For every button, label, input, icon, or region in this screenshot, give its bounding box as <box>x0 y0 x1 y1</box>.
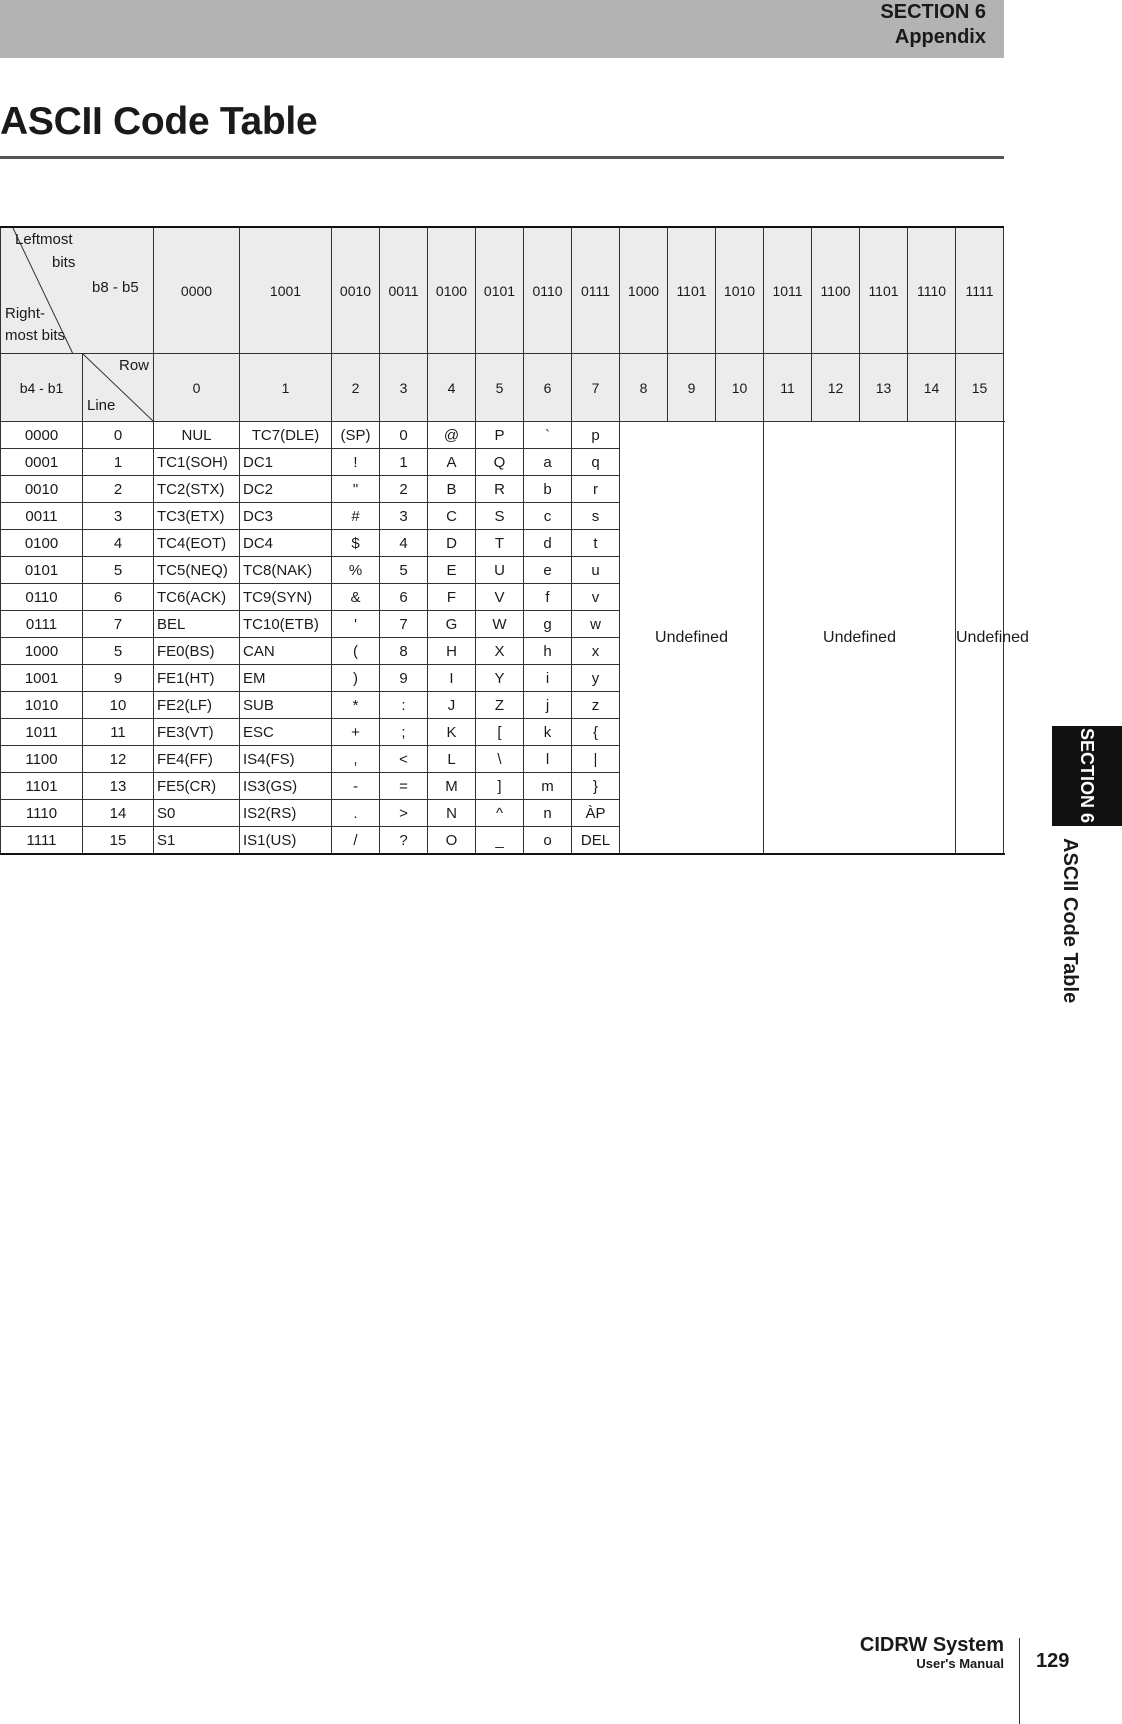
cell-c2: + <box>332 719 380 746</box>
cell-c1: SUB <box>240 692 332 719</box>
col-bits-8: 1000 <box>620 227 668 354</box>
col-row-11: 11 <box>764 354 812 422</box>
cell-c6: g <box>524 611 572 638</box>
cell-bits: 1111 <box>1 827 83 855</box>
cell-c5: _ <box>476 827 524 855</box>
ascii-code-table <box>0 226 1029 855</box>
cell-c6: j <box>524 692 572 719</box>
cell-line: 13 <box>83 773 154 800</box>
cell-c1: IS4(FS) <box>240 746 332 773</box>
section-label: SECTION 6 <box>880 1 986 23</box>
cell-c0: TC3(ETX) <box>154 503 240 530</box>
section-header-band <box>0 0 1004 58</box>
cell-c3: 2 <box>380 476 428 503</box>
cell-line: 5 <box>83 557 154 584</box>
cell-c3: 6 <box>380 584 428 611</box>
col-bits-15: 1111 <box>956 227 1004 354</box>
col-row-4: 4 <box>428 354 476 422</box>
cell-c3: 5 <box>380 557 428 584</box>
leftmost-rightmost-diagonal-cell <box>1 227 154 354</box>
cell-line: 2 <box>83 476 154 503</box>
cell-c2: # <box>332 503 380 530</box>
cell-c7: t <box>572 530 620 557</box>
cell-c0: TC5(NEQ) <box>154 557 240 584</box>
section-side-tab <box>1052 726 1122 826</box>
cell-c2: " <box>332 476 380 503</box>
col-bits-9: 1101 <box>668 227 716 354</box>
cell-c7: p <box>572 422 620 449</box>
cell-c1: DC4 <box>240 530 332 557</box>
cell-c0: FE5(CR) <box>154 773 240 800</box>
cell-c5: \ <box>476 746 524 773</box>
cell-c4: G <box>428 611 476 638</box>
cell-bits: 0111 <box>1 611 83 638</box>
col-bits-0: 0000 <box>154 227 240 354</box>
cell-c4: M <box>428 773 476 800</box>
cell-c1: IS1(US) <box>240 827 332 855</box>
cell-bits: 1000 <box>1 638 83 665</box>
cell-c4: D <box>428 530 476 557</box>
cell-line: 12 <box>83 746 154 773</box>
col-bits-1: 1001 <box>240 227 332 354</box>
cell-c1: DC3 <box>240 503 332 530</box>
cell-c3: ? <box>380 827 428 855</box>
cell-c1: IS2(RS) <box>240 800 332 827</box>
cell-line: 0 <box>83 422 154 449</box>
undefined-block-3: Undefined <box>956 422 1004 855</box>
cell-c5: Z <box>476 692 524 719</box>
cell-line: 1 <box>83 449 154 476</box>
cell-c2: - <box>332 773 380 800</box>
cell-c6: c <box>524 503 572 530</box>
footer-divider <box>1019 1638 1020 1724</box>
line-label: Line <box>87 397 116 414</box>
cell-c7: r <box>572 476 620 503</box>
col-bits-4: 0100 <box>428 227 476 354</box>
cell-c2: ) <box>332 665 380 692</box>
undefined-block-2: Undefined <box>764 422 956 855</box>
footer-manual: User's Manual <box>916 1656 1004 1671</box>
cell-c4: H <box>428 638 476 665</box>
rightmost-label-2: most bits <box>5 327 66 344</box>
col-row-13: 13 <box>860 354 908 422</box>
col-bits-13: 1101 <box>860 227 908 354</box>
cell-line: 3 <box>83 503 154 530</box>
ascii-table-body <box>1 422 1029 855</box>
cell-c2: % <box>332 557 380 584</box>
cell-bits: 1101 <box>1 773 83 800</box>
cell-c2: ( <box>332 638 380 665</box>
cell-c5: W <box>476 611 524 638</box>
cell-bits: 0101 <box>1 557 83 584</box>
cell-c3: 4 <box>380 530 428 557</box>
cell-c7: ÀP <box>572 800 620 827</box>
cell-c5: ^ <box>476 800 524 827</box>
cell-c7: y <box>572 665 620 692</box>
cell-c0: BEL <box>154 611 240 638</box>
col-bits-11: 1011 <box>764 227 812 354</box>
cell-c7: s <box>572 503 620 530</box>
cell-c4: K <box>428 719 476 746</box>
cell-c2: & <box>332 584 380 611</box>
side-section-title: ASCII Code Table <box>1059 838 1081 1004</box>
cell-c2: * <box>332 692 380 719</box>
cell-c6: m <box>524 773 572 800</box>
cell-c2: ! <box>332 449 380 476</box>
cell-c1: CAN <box>240 638 332 665</box>
cell-c2: , <box>332 746 380 773</box>
cell-c0: TC1(SOH) <box>154 449 240 476</box>
col-bits-14: 1110 <box>908 227 956 354</box>
title-divider <box>0 156 1004 159</box>
cell-c7: x <box>572 638 620 665</box>
cell-c6: d <box>524 530 572 557</box>
cell-line: 15 <box>83 827 154 855</box>
cell-line: 5 <box>83 638 154 665</box>
cell-line: 11 <box>83 719 154 746</box>
section-side-tab-label: SECTION 6 <box>1077 728 1097 824</box>
undefined-block-1: Undefined <box>620 422 764 855</box>
b8-b5-label: b8 - b5 <box>92 279 139 296</box>
cell-c6: l <box>524 746 572 773</box>
cell-c5: [ <box>476 719 524 746</box>
cell-c3: > <box>380 800 428 827</box>
cell-c7: DEL <box>572 827 620 855</box>
col-bits-5: 0101 <box>476 227 524 354</box>
chapter-label: Appendix <box>894 26 986 48</box>
cell-c7: v <box>572 584 620 611</box>
cell-c7: } <box>572 773 620 800</box>
cell-c6: o <box>524 827 572 855</box>
table-row <box>1 422 1004 449</box>
cell-c1: EM <box>240 665 332 692</box>
col-row-15: 15 <box>956 354 1004 422</box>
cell-c0: TC2(STX) <box>154 476 240 503</box>
cell-c3: : <box>380 692 428 719</box>
cell-line: 6 <box>83 584 154 611</box>
col-row-3: 3 <box>380 354 428 422</box>
cell-c4: B <box>428 476 476 503</box>
cell-c1: DC2 <box>240 476 332 503</box>
header-row-leftmost-bits <box>1 227 1004 354</box>
cell-c3: 8 <box>380 638 428 665</box>
leftmost-label-2: bits <box>52 254 76 271</box>
cell-c5: Q <box>476 449 524 476</box>
cell-c6: f <box>524 584 572 611</box>
cell-c5: Y <box>476 665 524 692</box>
cell-c6: k <box>524 719 572 746</box>
cell-c3: 1 <box>380 449 428 476</box>
cell-line: 4 <box>83 530 154 557</box>
row-line-diagonal-cell <box>83 354 154 422</box>
cell-bits: 0001 <box>1 449 83 476</box>
cell-c0: S1 <box>154 827 240 855</box>
cell-c2: (SP) <box>332 422 380 449</box>
cell-c1: TC8(NAK) <box>240 557 332 584</box>
col-row-2: 2 <box>332 354 380 422</box>
cell-c2: . <box>332 800 380 827</box>
row-label: Row <box>118 357 149 374</box>
cell-c6: b <box>524 476 572 503</box>
cell-c7: { <box>572 719 620 746</box>
cell-c7: q <box>572 449 620 476</box>
col-row-8: 8 <box>620 354 668 422</box>
cell-bits: 1001 <box>1 665 83 692</box>
footer-brand <box>860 1634 1004 1672</box>
cell-c0: S0 <box>154 800 240 827</box>
cell-line: 14 <box>83 800 154 827</box>
header-row-row-numbers <box>1 354 1004 422</box>
cell-c4: E <box>428 557 476 584</box>
cell-c4: N <box>428 800 476 827</box>
cell-c5: P <box>476 422 524 449</box>
cell-c5: V <box>476 584 524 611</box>
cell-c5: ] <box>476 773 524 800</box>
col-bits-10: 1010 <box>716 227 764 354</box>
cell-line: 7 <box>83 611 154 638</box>
cell-c6: i <box>524 665 572 692</box>
col-row-10: 10 <box>716 354 764 422</box>
cell-line: 10 <box>83 692 154 719</box>
cell-c5: X <box>476 638 524 665</box>
cell-c7: | <box>572 746 620 773</box>
cell-c7: w <box>572 611 620 638</box>
cell-c3: 7 <box>380 611 428 638</box>
cell-c0: TC6(ACK) <box>154 584 240 611</box>
cell-c4: A <box>428 449 476 476</box>
cell-c0: FE0(BS) <box>154 638 240 665</box>
cell-c2: ' <box>332 611 380 638</box>
cell-c2: $ <box>332 530 380 557</box>
col-bits-12: 1100 <box>812 227 860 354</box>
cell-c4: @ <box>428 422 476 449</box>
cell-bits: 0010 <box>1 476 83 503</box>
cell-c4: L <box>428 746 476 773</box>
cell-c6: a <box>524 449 572 476</box>
cell-c5: U <box>476 557 524 584</box>
cell-c5: R <box>476 476 524 503</box>
cell-c5: T <box>476 530 524 557</box>
cell-c0: NUL <box>154 422 240 449</box>
cell-c1: IS3(GS) <box>240 773 332 800</box>
cell-c4: F <box>428 584 476 611</box>
cell-c0: FE1(HT) <box>154 665 240 692</box>
cell-c1: ESC <box>240 719 332 746</box>
cell-c7: z <box>572 692 620 719</box>
cell-c3: 0 <box>380 422 428 449</box>
cell-line: 9 <box>83 665 154 692</box>
col-row-9: 9 <box>668 354 716 422</box>
cell-c0: FE4(FF) <box>154 746 240 773</box>
col-bits-2: 0010 <box>332 227 380 354</box>
section-header <box>880 0 986 50</box>
leftmost-label-1: Leftmost <box>15 231 73 248</box>
col-bits-7: 0111 <box>572 227 620 354</box>
cell-c2: / <box>332 827 380 855</box>
cell-c4: J <box>428 692 476 719</box>
cell-bits: 1011 <box>1 719 83 746</box>
col-row-14: 14 <box>908 354 956 422</box>
cell-bits: 0100 <box>1 530 83 557</box>
cell-c6: ` <box>524 422 572 449</box>
cell-c3: 9 <box>380 665 428 692</box>
col-row-1: 1 <box>240 354 332 422</box>
footer-product: CIDRW System <box>859 1634 1004 1656</box>
b4-b1-label: b4 - b1 <box>1 354 83 422</box>
cell-c1: TC7(DLE) <box>240 422 332 449</box>
cell-c4: O <box>428 827 476 855</box>
cell-bits: 0110 <box>1 584 83 611</box>
col-row-7: 7 <box>572 354 620 422</box>
cell-c1: TC10(ETB) <box>240 611 332 638</box>
col-bits-6: 0110 <box>524 227 572 354</box>
cell-c3: ; <box>380 719 428 746</box>
cell-c4: I <box>428 665 476 692</box>
cell-c5: S <box>476 503 524 530</box>
cell-c3: 3 <box>380 503 428 530</box>
cell-bits: 1010 <box>1 692 83 719</box>
cell-bits: 1100 <box>1 746 83 773</box>
cell-c3: < <box>380 746 428 773</box>
cell-c6: e <box>524 557 572 584</box>
cell-bits: 1110 <box>1 800 83 827</box>
cell-c6: n <box>524 800 572 827</box>
col-row-6: 6 <box>524 354 572 422</box>
cell-c4: C <box>428 503 476 530</box>
page-number: 129 <box>1036 1650 1070 1672</box>
cell-c3: = <box>380 773 428 800</box>
cell-bits: 0000 <box>1 422 83 449</box>
col-row-0: 0 <box>154 354 240 422</box>
cell-c0: TC4(EOT) <box>154 530 240 557</box>
cell-c1: DC1 <box>240 449 332 476</box>
col-bits-3: 0011 <box>380 227 428 354</box>
col-row-5: 5 <box>476 354 524 422</box>
cell-c1: TC9(SYN) <box>240 584 332 611</box>
cell-bits: 0011 <box>1 503 83 530</box>
cell-c7: u <box>572 557 620 584</box>
cell-c6: h <box>524 638 572 665</box>
cell-c0: FE2(LF) <box>154 692 240 719</box>
page-title: ASCII Code Table <box>0 100 318 143</box>
rightmost-label-1: Right- <box>5 305 46 322</box>
col-row-12: 12 <box>812 354 860 422</box>
cell-c0: FE3(VT) <box>154 719 240 746</box>
